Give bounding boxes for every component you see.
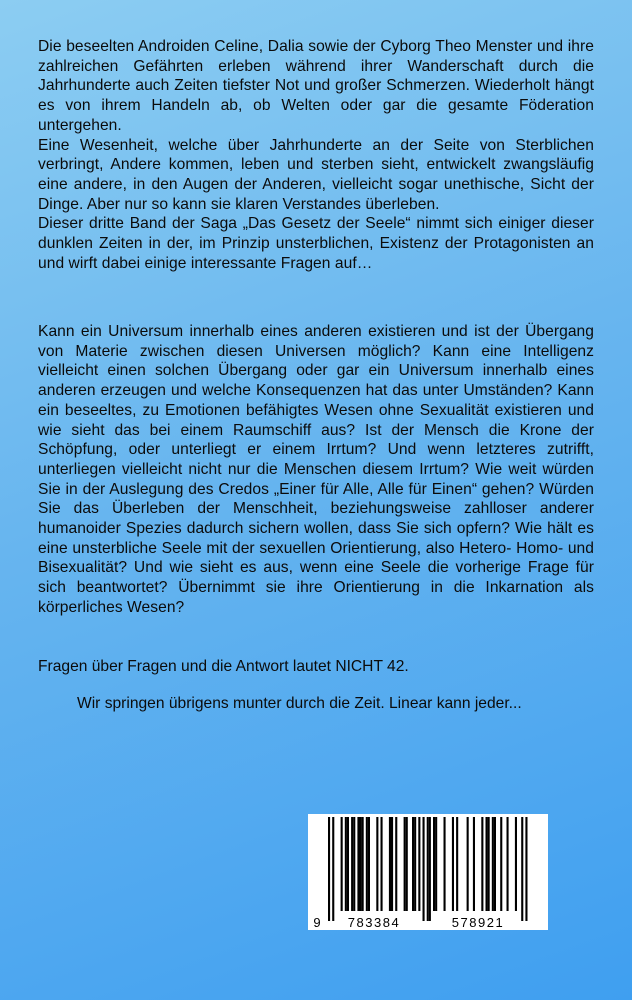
barcode-bar (494, 817, 496, 911)
barcode-bar (376, 817, 378, 911)
barcode-bar (351, 817, 353, 911)
barcode-bar (353, 817, 355, 911)
barcode-bar (406, 817, 408, 911)
barcode-bar (467, 817, 469, 911)
barcode-bar (427, 817, 429, 921)
barcode-bar (391, 817, 393, 911)
barcode-digit-lead: 9 (313, 915, 321, 930)
barcode-bar (366, 817, 368, 911)
barcode-bar (347, 817, 349, 911)
barcode-bar (381, 817, 383, 911)
barcode-bar (404, 817, 406, 911)
barcode-bar (362, 817, 364, 911)
barcode-bar (435, 817, 437, 911)
isbn-barcode (308, 814, 548, 930)
barcode-bar (473, 817, 475, 911)
barcode-bar (456, 817, 458, 911)
questions-paragraph: Kann ein Universum innerhalb eines anderen existieren und ist der Übergang von Materie zwischen diesen Universen möglich? Kann eine Intelligenz vielleicht einen solchen Übergang oder gar ein Universum innerhalb eines anderen erzeugen und welche Konsequenzen hat das unter Umständen? Kann ein beseeltes, zu Emotionen befähigtes Wesen ohne Sexualität existieren und wie sieht das bei einem Raumschiff aus? Ist der Mensch die Krone der Schöpfung, oder unterliegt er einem Irrtum? Und wenn letzteres zutrifft, unterliegen vielleicht nicht nur die Menschen diesem Irrtum? Wie weit würden Sie in der Auslegung des Credos „Einer für Alle, Alle für Einen“ gehen? Würden Sie das Überleben der Menschheit, beziehungsweise zahlloser anderer humanoider Spezies dadurch sichern wollen, dass Sie sich opfern? Wie hält es eine unsterbliche Seele mit der sexuellen Orientierung, also Hetero- Homo- und Bisexualität? Und wie sieht es aus, wenn eine Seele die vorherige Frage für sich beantwortet? Übernimmt sie ihre Orientierung in die Inkarnation als körperliches Wesen? (38, 323, 594, 616)
barcode-bar (332, 817, 334, 921)
barcode-bars (328, 817, 528, 921)
barcode-digits-left: 783384 (347, 915, 401, 930)
barcode-graphic (308, 814, 548, 930)
barcode-bar (429, 817, 431, 921)
barcode-digits-right: 578921 (451, 915, 505, 930)
barcode-bar (492, 817, 494, 911)
barcode-bar (328, 817, 330, 921)
barcode-bar (521, 817, 523, 921)
barcode-bar (488, 817, 490, 911)
barcode-bar (395, 817, 397, 911)
barcode-bar (423, 817, 425, 921)
barcode-bar (360, 817, 362, 911)
barcode-bar (444, 817, 446, 911)
barcode-bar (412, 817, 414, 911)
barcode-bar (357, 817, 359, 911)
barcode-bar (345, 817, 347, 911)
barcode-bar (515, 817, 517, 911)
barcode-bar (486, 817, 488, 911)
closing-line: Wir springen übrigens munter durch die Zeit. Linear kann jeder... (77, 695, 522, 712)
barcode-bar (500, 817, 502, 911)
barcode-bar (389, 817, 391, 911)
barcode-bar (507, 817, 509, 911)
synopsis-paragraph-3: Dieser dritte Band der Saga „Das Gesetz der Seele“ nimmt sich einiger dieser dunklen Zeiten in der, im Prinzip unsterblichen, Existenz der Protagonisten an und wirft dabei einige interessante Fragen auf… (38, 215, 594, 272)
barcode-bar (414, 817, 416, 911)
synopsis-paragraph-1: Die beseelten Androiden Celine, Dalia sowie der Cyborg Theo Menster und ihre zahlreichen Gefährten erleben während ihrer Wanderschaft durch die Jahrhunderte auch Zeiten tiefster Not und großer Schmerzen. Wiederholt hängt es von ihrem Handeln ab, ob Welten oder gar die gesamte Föderation untergehen. (38, 38, 594, 134)
barcode-bar (368, 817, 370, 911)
synopsis-paragraph-2: Eine Wesenheit, welche über Jahrhunderte an der Seite von Sterblichen verbringt, Andere kommen, leben und sterben sieht, entwickelt zwangsläufig eine andere, in den Augen der Anderen, vielleicht sogar unethische, Sicht der Dinge. Aber nur so kann sie klaren Verstandes überleben. (38, 136, 594, 213)
synopsis-block (38, 37, 594, 273)
barcode-bar (341, 817, 343, 911)
barcode-bar (418, 817, 420, 911)
barcode-bar (481, 817, 483, 911)
barcode-bar (525, 817, 527, 921)
barcode-bar (433, 817, 435, 911)
answer-line: Fragen über Fragen und die Antwort lautet NICHT 42. (38, 658, 409, 675)
barcode-bar (452, 817, 454, 911)
questions-block (38, 322, 594, 618)
